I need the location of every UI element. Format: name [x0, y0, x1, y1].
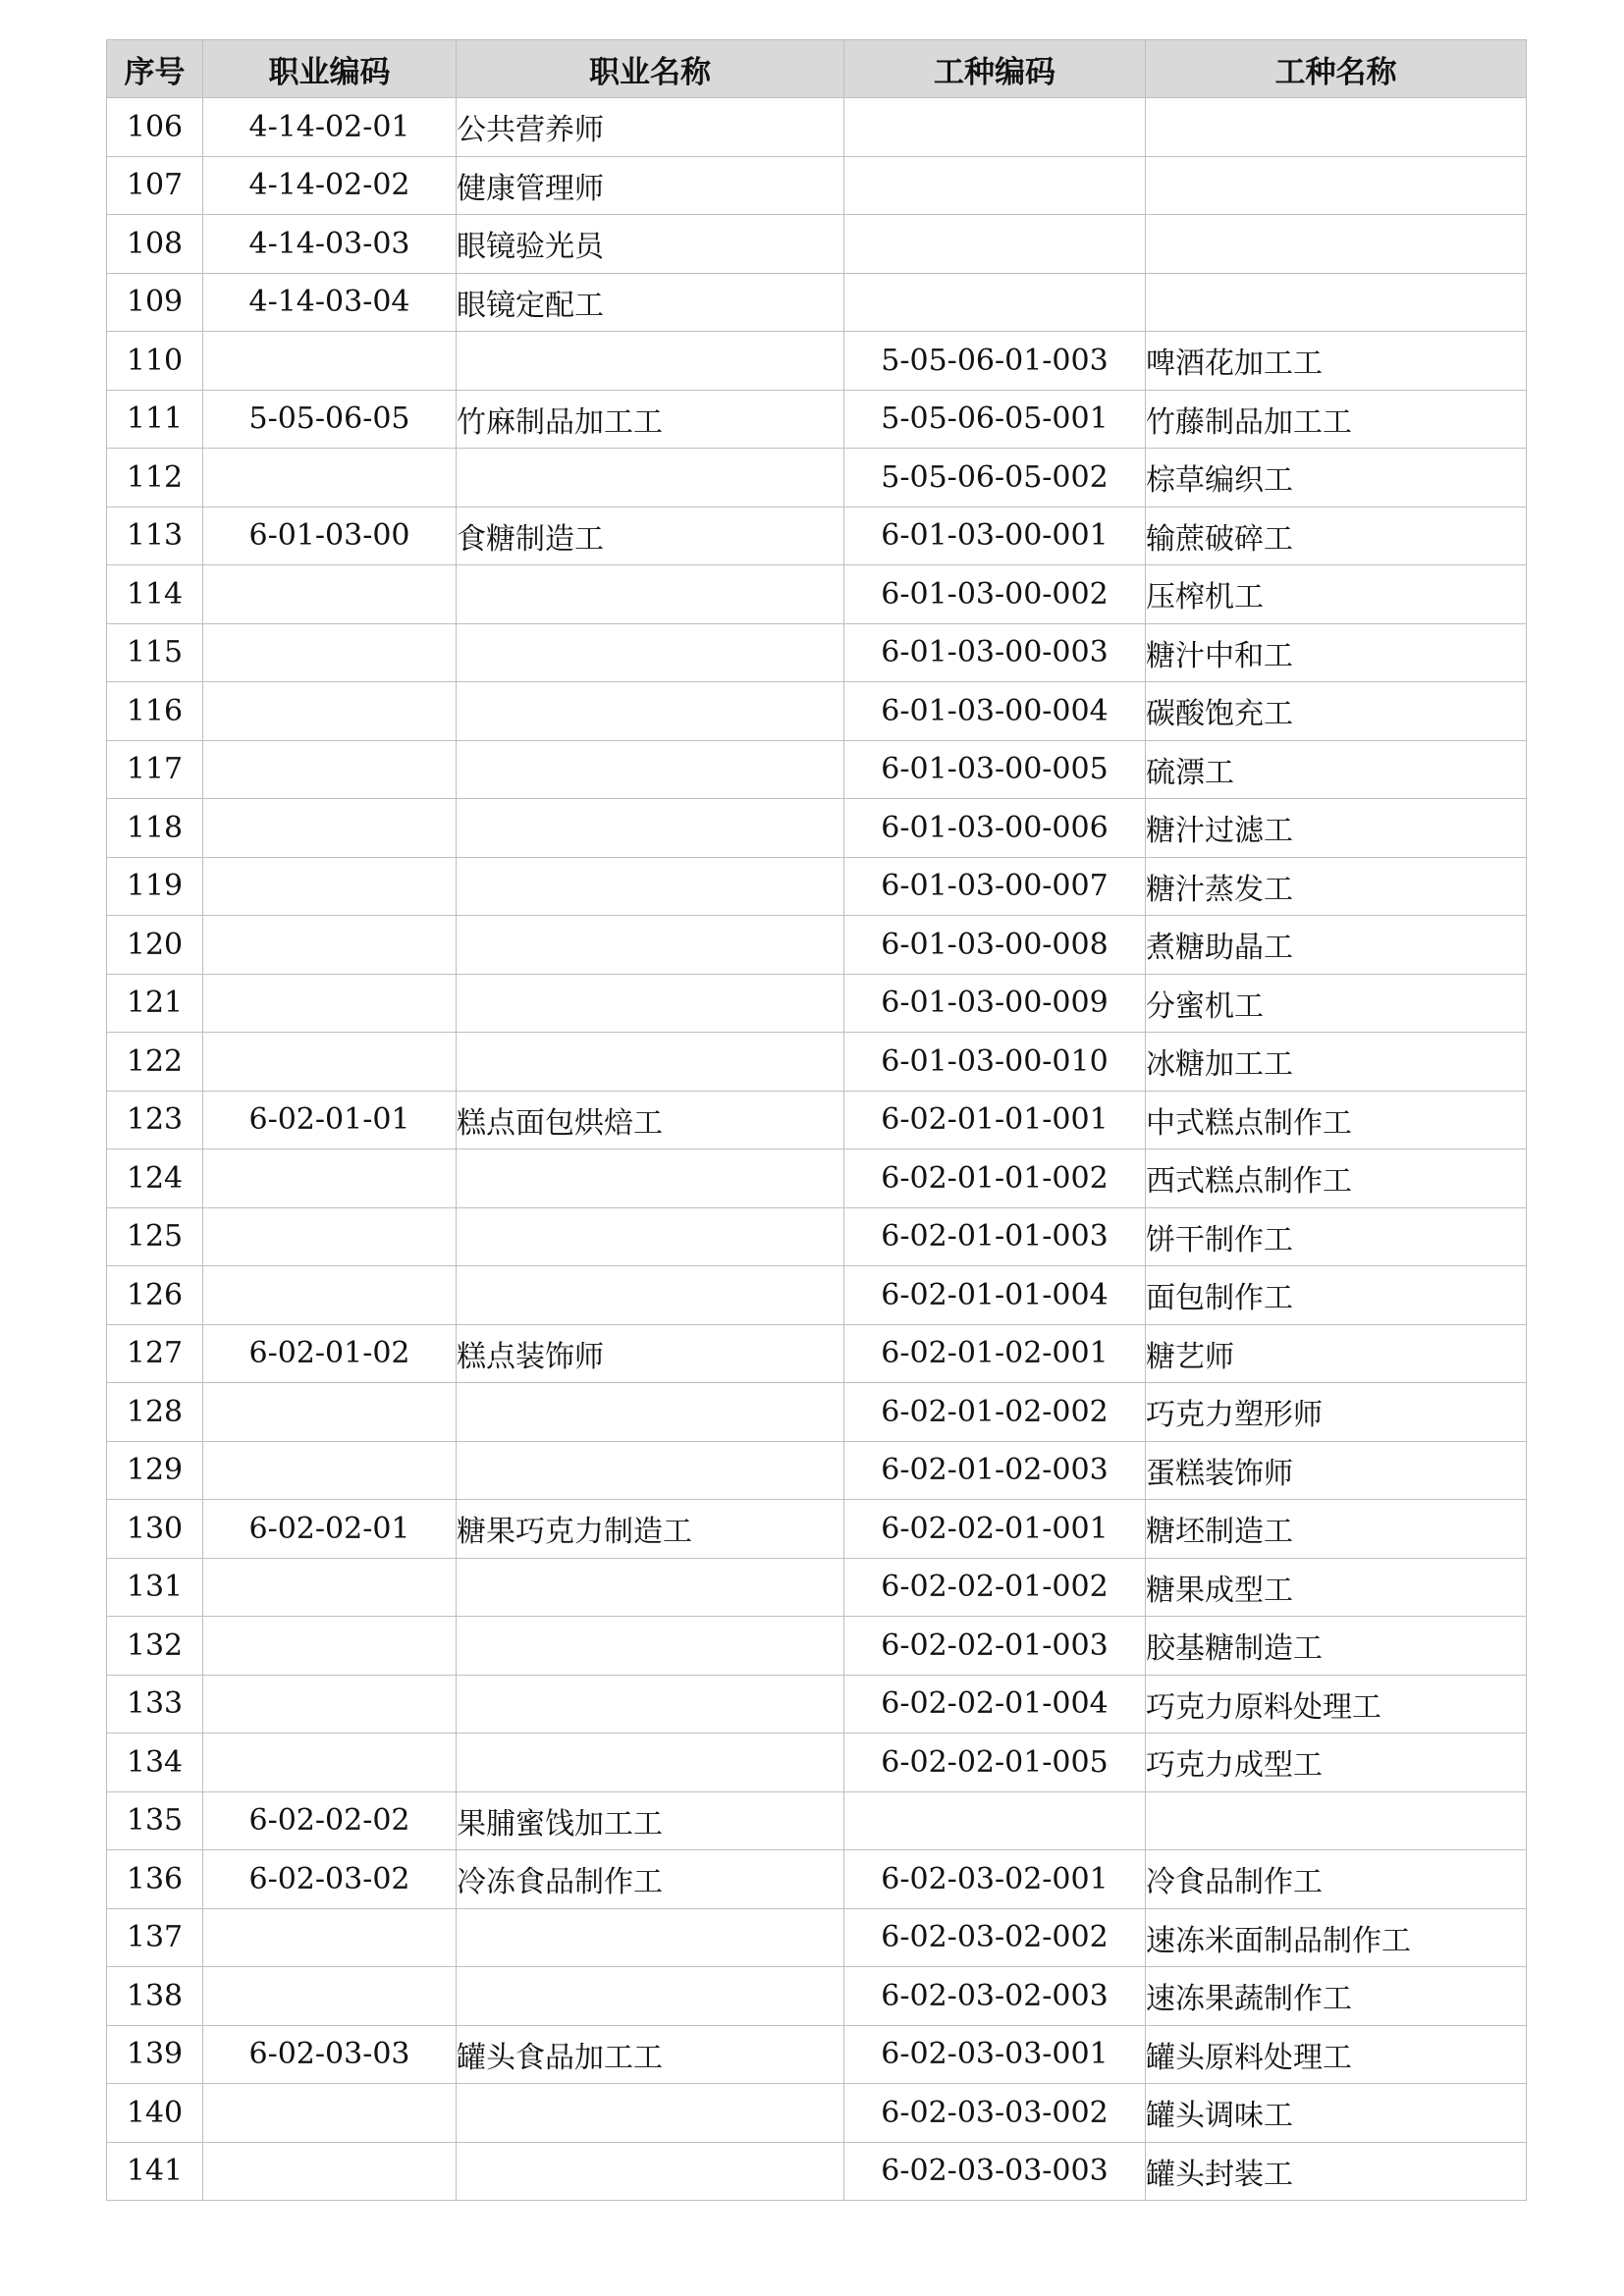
table-row [107, 1383, 1527, 1442]
cell-occupation-name: 冷冻食品制作工 [457, 1850, 844, 1909]
cell-job-type-name [1146, 1791, 1527, 1850]
table-row [107, 2142, 1527, 2201]
cell-serial-number: 129 [107, 1441, 203, 1500]
cell-job-type-code: 6-02-03-02-002 [844, 1908, 1146, 1967]
table-row [107, 332, 1527, 391]
cell-serial-number: 134 [107, 1734, 203, 1792]
cell-job-type-name: 分蜜机工 [1146, 974, 1527, 1033]
cell-occupation-name [457, 1207, 844, 1266]
cell-job-type-name: 输蔗破碎工 [1146, 507, 1527, 565]
cell-serial-number: 118 [107, 799, 203, 858]
cell-job-type-name [1146, 98, 1527, 157]
cell-serial-number: 137 [107, 1908, 203, 1967]
table-row [107, 1149, 1527, 1208]
cell-job-type-name: 胶基糖制造工 [1146, 1617, 1527, 1676]
cell-job-type-code: 6-02-02-01-004 [844, 1675, 1146, 1734]
cell-serial-number: 113 [107, 507, 203, 565]
cell-job-type-name: 压榨机工 [1146, 565, 1527, 624]
table-row [107, 1967, 1527, 2026]
cell-occupation-code [203, 623, 457, 682]
cell-occupation-code [203, 2142, 457, 2201]
cell-job-type-name [1146, 215, 1527, 274]
table-row [107, 857, 1527, 916]
cell-job-type-code: 6-02-01-02-001 [844, 1324, 1146, 1383]
cell-job-type-name: 糖汁过滤工 [1146, 799, 1527, 858]
cell-job-type-name: 巧克力成型工 [1146, 1734, 1527, 1792]
cell-serial-number: 141 [107, 2142, 203, 2201]
cell-occupation-code [203, 740, 457, 799]
cell-occupation-code [203, 565, 457, 624]
cell-job-type-name: 糖艺师 [1146, 1324, 1527, 1383]
cell-job-type-name: 速冻米面制品制作工 [1146, 1908, 1527, 1967]
cell-occupation-name [457, 449, 844, 507]
occupation-table [106, 39, 1527, 2201]
cell-job-type-name: 糖坯制造工 [1146, 1500, 1527, 1559]
cell-job-type-name: 糖果成型工 [1146, 1558, 1527, 1617]
cell-job-type-code: 6-02-01-02-002 [844, 1383, 1146, 1442]
cell-serial-number: 108 [107, 215, 203, 274]
document-page [106, 39, 1526, 2201]
table-row [107, 1266, 1527, 1325]
cell-serial-number: 133 [107, 1675, 203, 1734]
cell-occupation-name: 罐头食品加工工 [457, 2025, 844, 2084]
cell-occupation-code [203, 1967, 457, 2026]
cell-occupation-code [203, 449, 457, 507]
table-row [107, 682, 1527, 741]
cell-occupation-code [203, 1617, 457, 1676]
cell-occupation-code [203, 1558, 457, 1617]
cell-serial-number: 109 [107, 273, 203, 332]
cell-job-type-code: 6-01-03-00-006 [844, 799, 1146, 858]
cell-job-type-name: 糖汁蒸发工 [1146, 857, 1527, 916]
table-row [107, 1091, 1527, 1149]
cell-occupation-code [203, 974, 457, 1033]
cell-serial-number: 131 [107, 1558, 203, 1617]
cell-job-type-code: 6-01-03-00-007 [844, 857, 1146, 916]
cell-serial-number: 110 [107, 332, 203, 391]
cell-job-type-code: 6-01-03-00-004 [844, 682, 1146, 741]
cell-occupation-code [203, 857, 457, 916]
cell-job-type-code: 6-01-03-00-008 [844, 916, 1146, 975]
cell-job-type-name: 竹藤制品加工工 [1146, 390, 1527, 449]
cell-occupation-name [457, 565, 844, 624]
cell-occupation-name [457, 916, 844, 975]
cell-job-type-name: 巧克力原料处理工 [1146, 1675, 1527, 1734]
header-job-type-name: 工种名称 [1146, 40, 1527, 98]
table-row [107, 1441, 1527, 1500]
table-row [107, 390, 1527, 449]
table-row [107, 2025, 1527, 2084]
cell-serial-number: 128 [107, 1383, 203, 1442]
cell-occupation-name [457, 1149, 844, 1208]
cell-occupation-code [203, 682, 457, 741]
cell-job-type-name: 蛋糕装饰师 [1146, 1441, 1527, 1500]
cell-job-type-code: 6-02-02-01-003 [844, 1617, 1146, 1676]
cell-occupation-name [457, 1266, 844, 1325]
cell-serial-number: 125 [107, 1207, 203, 1266]
cell-job-type-code: 6-02-03-03-002 [844, 2084, 1146, 2143]
cell-occupation-code: 6-02-03-02 [203, 1850, 457, 1909]
header-serial-number: 序号 [107, 40, 203, 98]
cell-occupation-code: 6-02-03-03 [203, 2025, 457, 2084]
cell-occupation-code: 4-14-02-01 [203, 98, 457, 157]
cell-occupation-name: 健康管理师 [457, 156, 844, 215]
cell-occupation-name [457, 1383, 844, 1442]
cell-occupation-code: 6-01-03-00 [203, 507, 457, 565]
cell-serial-number: 135 [107, 1791, 203, 1850]
cell-job-type-code [844, 273, 1146, 332]
table-row [107, 565, 1527, 624]
cell-occupation-name [457, 974, 844, 1033]
table-row [107, 1324, 1527, 1383]
cell-job-type-code: 6-01-03-00-010 [844, 1033, 1146, 1092]
cell-serial-number: 123 [107, 1091, 203, 1149]
cell-occupation-code [203, 2084, 457, 2143]
cell-occupation-name [457, 1675, 844, 1734]
cell-occupation-name: 眼镜验光员 [457, 215, 844, 274]
cell-job-type-code [844, 156, 1146, 215]
cell-occupation-name [457, 857, 844, 916]
cell-job-type-name: 罐头调味工 [1146, 2084, 1527, 2143]
cell-occupation-name [457, 1617, 844, 1676]
cell-occupation-name: 糕点装饰师 [457, 1324, 844, 1383]
cell-occupation-name: 公共营养师 [457, 98, 844, 157]
table-row [107, 1908, 1527, 1967]
table-row [107, 273, 1527, 332]
table-body [107, 98, 1527, 2201]
table-row [107, 916, 1527, 975]
table-row [107, 2084, 1527, 2143]
cell-occupation-name [457, 1734, 844, 1792]
cell-occupation-name [457, 1033, 844, 1092]
cell-occupation-code [203, 1734, 457, 1792]
table-row [107, 974, 1527, 1033]
cell-occupation-code: 6-02-01-02 [203, 1324, 457, 1383]
cell-job-type-code: 6-02-03-03-003 [844, 2142, 1146, 2201]
cell-occupation-name [457, 799, 844, 858]
table-row [107, 1500, 1527, 1559]
cell-serial-number: 117 [107, 740, 203, 799]
cell-occupation-name [457, 623, 844, 682]
table-row [107, 1791, 1527, 1850]
cell-occupation-code [203, 799, 457, 858]
table-row [107, 1734, 1527, 1792]
cell-occupation-code [203, 1675, 457, 1734]
cell-job-type-code: 6-02-02-01-005 [844, 1734, 1146, 1792]
table-row [107, 1033, 1527, 1092]
cell-job-type-code [844, 215, 1146, 274]
cell-occupation-name: 果脯蜜饯加工工 [457, 1791, 844, 1850]
cell-serial-number: 127 [107, 1324, 203, 1383]
cell-occupation-code: 5-05-06-05 [203, 390, 457, 449]
cell-occupation-code [203, 1149, 457, 1208]
cell-occupation-code: 6-02-02-02 [203, 1791, 457, 1850]
table-row [107, 1617, 1527, 1676]
cell-occupation-code [203, 332, 457, 391]
cell-job-type-name: 罐头封装工 [1146, 2142, 1527, 2201]
cell-job-type-name: 面包制作工 [1146, 1266, 1527, 1325]
cell-occupation-code: 4-14-03-03 [203, 215, 457, 274]
cell-job-type-name [1146, 273, 1527, 332]
cell-job-type-code: 6-02-02-01-001 [844, 1500, 1146, 1559]
cell-job-type-code: 5-05-06-05-002 [844, 449, 1146, 507]
cell-job-type-name: 糖汁中和工 [1146, 623, 1527, 682]
cell-serial-number: 107 [107, 156, 203, 215]
cell-serial-number: 114 [107, 565, 203, 624]
cell-serial-number: 106 [107, 98, 203, 157]
cell-occupation-name [457, 2084, 844, 2143]
cell-job-type-name: 冷食品制作工 [1146, 1850, 1527, 1909]
cell-occupation-name [457, 1558, 844, 1617]
cell-occupation-name [457, 2142, 844, 2201]
cell-occupation-name: 眼镜定配工 [457, 273, 844, 332]
cell-job-type-code: 6-02-01-01-001 [844, 1091, 1146, 1149]
table-row [107, 449, 1527, 507]
cell-occupation-name [457, 740, 844, 799]
cell-job-type-code: 6-02-01-01-002 [844, 1149, 1146, 1208]
cell-serial-number: 124 [107, 1149, 203, 1208]
cell-job-type-code: 6-01-03-00-005 [844, 740, 1146, 799]
cell-job-type-code [844, 1791, 1146, 1850]
cell-job-type-code: 6-02-01-02-003 [844, 1441, 1146, 1500]
table-row [107, 1558, 1527, 1617]
table-row [107, 1207, 1527, 1266]
cell-serial-number: 138 [107, 1967, 203, 2026]
cell-serial-number: 139 [107, 2025, 203, 2084]
cell-occupation-name: 糖果巧克力制造工 [457, 1500, 844, 1559]
cell-occupation-name: 食糖制造工 [457, 507, 844, 565]
cell-job-type-name: 西式糕点制作工 [1146, 1149, 1527, 1208]
cell-occupation-code: 6-02-02-01 [203, 1500, 457, 1559]
cell-job-type-name: 冰糖加工工 [1146, 1033, 1527, 1092]
cell-serial-number: 126 [107, 1266, 203, 1325]
cell-serial-number: 130 [107, 1500, 203, 1559]
cell-serial-number: 121 [107, 974, 203, 1033]
cell-job-type-code: 6-02-03-02-003 [844, 1967, 1146, 2026]
cell-occupation-code: 4-14-02-02 [203, 156, 457, 215]
cell-occupation-name [457, 332, 844, 391]
cell-job-type-code: 6-01-03-00-002 [844, 565, 1146, 624]
cell-occupation-code [203, 1908, 457, 1967]
cell-serial-number: 116 [107, 682, 203, 741]
cell-occupation-code: 6-02-01-01 [203, 1091, 457, 1149]
cell-job-type-code: 6-01-03-00-009 [844, 974, 1146, 1033]
table-row [107, 740, 1527, 799]
table-row [107, 799, 1527, 858]
table-row [107, 1850, 1527, 1909]
header-occupation-code: 职业编码 [203, 40, 457, 98]
cell-occupation-name [457, 682, 844, 741]
cell-job-type-code: 6-02-01-01-004 [844, 1266, 1146, 1325]
cell-occupation-code [203, 1266, 457, 1325]
cell-occupation-name [457, 1441, 844, 1500]
cell-job-type-name: 速冻果蔬制作工 [1146, 1967, 1527, 2026]
cell-job-type-code: 6-01-03-00-003 [844, 623, 1146, 682]
cell-occupation-name: 竹麻制品加工工 [457, 390, 844, 449]
cell-job-type-code: 5-05-06-05-001 [844, 390, 1146, 449]
cell-job-type-code: 6-01-03-00-001 [844, 507, 1146, 565]
cell-occupation-code [203, 1383, 457, 1442]
cell-occupation-name [457, 1908, 844, 1967]
cell-occupation-code [203, 1441, 457, 1500]
cell-job-type-name: 罐头原料处理工 [1146, 2025, 1527, 2084]
cell-occupation-name: 糕点面包烘焙工 [457, 1091, 844, 1149]
table-row [107, 623, 1527, 682]
cell-serial-number: 132 [107, 1617, 203, 1676]
table-header-row [107, 40, 1527, 98]
cell-job-type-name: 啤酒花加工工 [1146, 332, 1527, 391]
cell-job-type-name: 煮糖助晶工 [1146, 916, 1527, 975]
table-row [107, 156, 1527, 215]
cell-serial-number: 122 [107, 1033, 203, 1092]
cell-job-type-code: 5-05-06-01-003 [844, 332, 1146, 391]
cell-occupation-code [203, 1033, 457, 1092]
cell-job-type-name: 棕草编织工 [1146, 449, 1527, 507]
cell-job-type-name: 中式糕点制作工 [1146, 1091, 1527, 1149]
header-occupation-name: 职业名称 [457, 40, 844, 98]
cell-serial-number: 140 [107, 2084, 203, 2143]
table-row [107, 215, 1527, 274]
cell-occupation-code: 4-14-03-04 [203, 273, 457, 332]
cell-occupation-name [457, 1967, 844, 2026]
cell-job-type-name: 硫漂工 [1146, 740, 1527, 799]
cell-job-type-name [1146, 156, 1527, 215]
cell-job-type-code: 6-02-01-01-003 [844, 1207, 1146, 1266]
cell-job-type-code: 6-02-03-03-001 [844, 2025, 1146, 2084]
cell-serial-number: 119 [107, 857, 203, 916]
cell-serial-number: 120 [107, 916, 203, 975]
cell-occupation-code [203, 916, 457, 975]
cell-serial-number: 111 [107, 390, 203, 449]
cell-job-type-name: 碳酸饱充工 [1146, 682, 1527, 741]
cell-serial-number: 136 [107, 1850, 203, 1909]
table-row [107, 1675, 1527, 1734]
header-job-type-code: 工种编码 [844, 40, 1146, 98]
cell-serial-number: 112 [107, 449, 203, 507]
table-row [107, 98, 1527, 157]
cell-serial-number: 115 [107, 623, 203, 682]
cell-occupation-code [203, 1207, 457, 1266]
cell-job-type-code [844, 98, 1146, 157]
cell-job-type-name: 巧克力塑形师 [1146, 1383, 1527, 1442]
cell-job-type-code: 6-02-03-02-001 [844, 1850, 1146, 1909]
table-row [107, 507, 1527, 565]
cell-job-type-name: 饼干制作工 [1146, 1207, 1527, 1266]
cell-job-type-code: 6-02-02-01-002 [844, 1558, 1146, 1617]
